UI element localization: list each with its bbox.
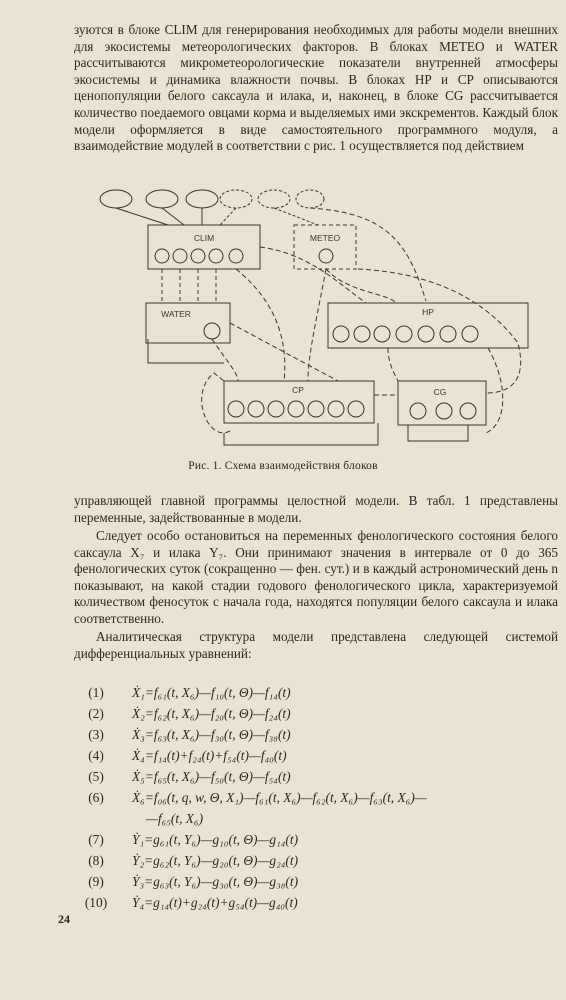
- block-interaction-diagram: [88, 183, 533, 448]
- equation-row-continuation: [76, 808, 556, 829]
- block-label-hp: HP: [422, 307, 434, 317]
- equation-body: Ẋ₆=f₀₆(t, q, w, Θ, X₁)—f₆₁(t, X₆)—f₆₂(t, X₆)—f₆₃(t, X₆)—: [132, 790, 427, 805]
- body-paragraph-analytic: Аналитическая структура модели представлена следующей системой дифференциальных уравнений:: [74, 629, 558, 661]
- block-label-cg: CG: [433, 387, 447, 397]
- equation-number: (8): [88, 853, 104, 868]
- equation-row: [76, 682, 556, 703]
- equation-body: Ẋ₅=f₆₅(t, X₆)—f₅₀(t, Θ)—f₅₄(t): [132, 769, 291, 784]
- figure-caption: Рис. 1. Схема взаимодействия блоков: [188, 460, 378, 472]
- equation-number: (7): [88, 832, 104, 847]
- equation-body: Ẋ₃=f₆₃(t, X₆)—f₃₀(t, Θ)—f₃₈(t): [132, 727, 291, 742]
- block-label-cp: CP: [292, 385, 304, 395]
- equation-row: [76, 703, 556, 724]
- equation-row: [76, 871, 556, 892]
- equation-row: [76, 745, 556, 766]
- page-number: 24: [58, 912, 70, 926]
- equation-body: Ẏ₄=g₁₄(t)+g₂₄(t)+g₅₄(t)—g₄₀(t): [132, 895, 298, 910]
- equation-body: Ẏ₂=g₆₂(t, Y₆)—g₂₀(t, Θ)—g₂₄(t): [132, 853, 299, 868]
- equation-body: —f₆₅(t, X₆): [146, 811, 204, 826]
- equation-list: [76, 682, 556, 913]
- equation-number: (6): [88, 790, 104, 805]
- equation-row: [76, 892, 556, 913]
- equation-body: Ẏ₁=g₆₁(t, Y₆)—g₁₀(t, Θ)—g₁₄(t): [132, 832, 299, 847]
- body-paragraph-phenology: Следует особо остановиться на переменных фенологического состояния белого саксаула X₇ и илака Y₇. Они принимают значения в интервале от 0 до 365 фенологических суток (сокращенно — фен. сут.) и в каждый астрономический день n показывают, на какой стадии годового фенологического цикла, характеризуемой количеством феносуток с начала года, находятся популяции белого саксаула и илака соответственно.: [74, 528, 558, 626]
- equation-row: [76, 829, 556, 850]
- equation-row: [76, 850, 556, 871]
- equation-number: (10): [84, 895, 108, 910]
- equation-number: (1): [88, 685, 104, 700]
- equation-row: [76, 787, 556, 808]
- block-label-clim: CLIM: [193, 233, 215, 243]
- equation-body: Ẋ₂=f₆₂(t, X₆)—f₂₀(t, Θ)—f₂₄(t): [132, 706, 291, 721]
- equation-number: (3): [88, 727, 104, 742]
- equation-number: (9): [88, 874, 104, 889]
- equation-number: (5): [88, 769, 104, 784]
- equation-body: Ẋ₄=f₁₄(t)+f₂₄(t)+f₅₄(t)—f₄₀(t): [132, 748, 287, 763]
- body-paragraph-main-program: управляющей главной программы целостной модели. В табл. 1 представлены переменные, задействованные в модели.: [74, 493, 558, 525]
- equation-number: (2): [88, 706, 104, 721]
- equation-number: (4): [88, 748, 104, 763]
- block-label-meteo: METEO: [309, 233, 341, 243]
- equation-body: Ẏ₃=g₆₃(t, Y₆)—g₃₀(t, Θ)—g₃₈(t): [132, 874, 299, 889]
- body-paragraph-blocks: зуются в блоке CLIM для генерирования необходимых для работы модели внешних для экосистемы метеорологических факторов. В блоках METEO и WATER рассчитываются микрометеорологические показатели внутренней атмосферы экосистемы и динамика влажности почвы. В блоках HP и CP описываются ценопопуляции белого саксаула и илака, и, наконец, в блоке CG рассчитывается количество поедаемого овцами корма и выделяемых ими экскрементов. Каждый блок модели оформляется в виде самостоятельного программного модуля, а взаимодействие модулей в соответствии с рис. 1 осуществляется под действием: [74, 22, 558, 154]
- equation-row: [76, 766, 556, 787]
- equation-row: [76, 724, 556, 745]
- block-label-water: WATER: [161, 309, 191, 319]
- equation-body: Ẋ₁=f₆₁(t, X₆)—f₁₀(t, Θ)—f₁₄(t): [132, 685, 291, 700]
